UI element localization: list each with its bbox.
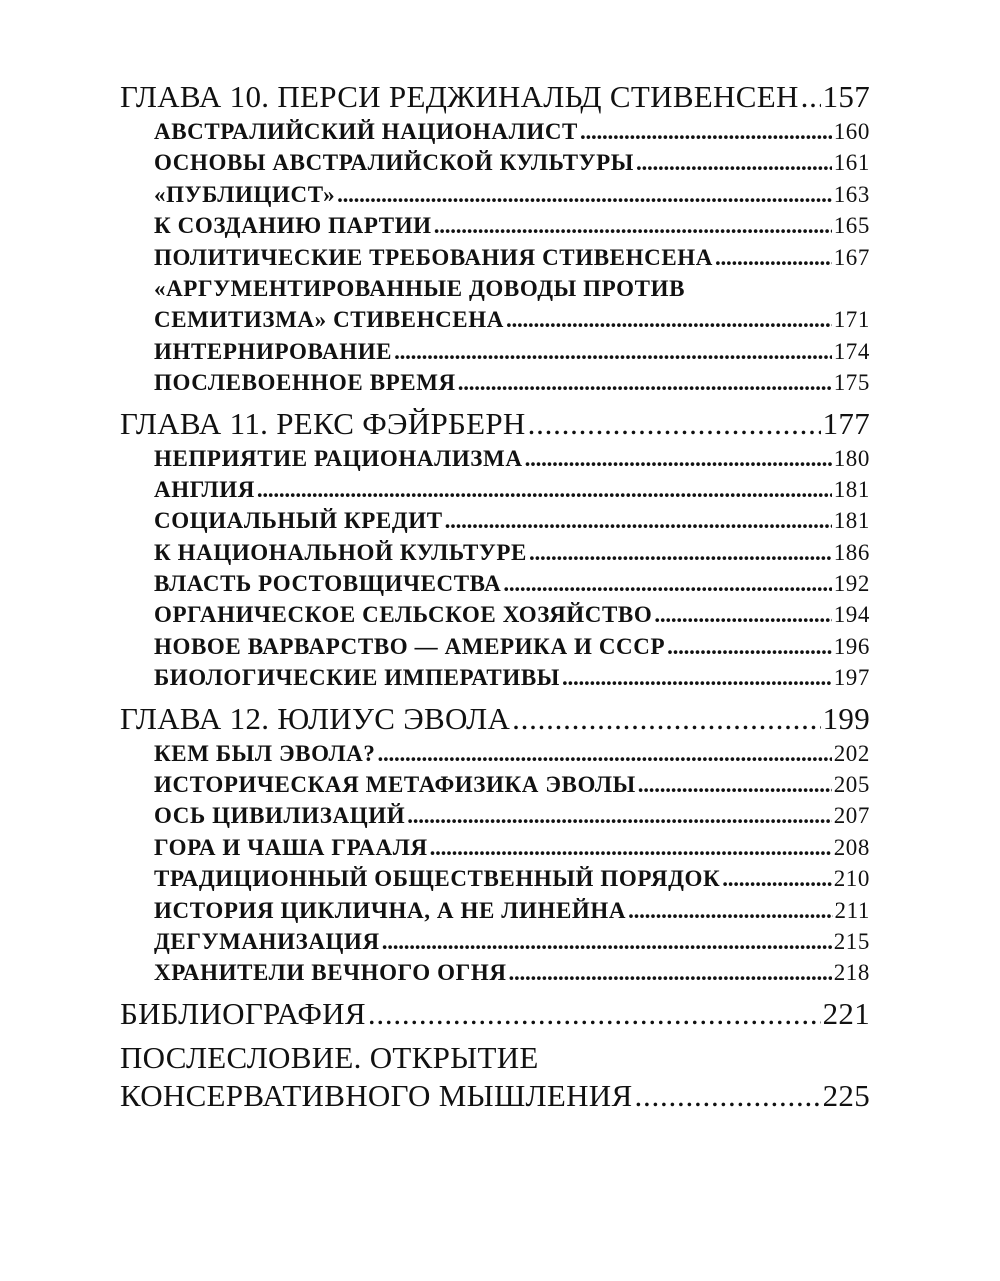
dot-leader — [368, 995, 821, 1033]
section-entry[interactable] — [120, 926, 870, 957]
page-number: 194 — [833, 602, 870, 628]
bibliography-title: БИБЛИОГРАФИЯ — [120, 995, 366, 1031]
page-number: 211 — [834, 897, 870, 923]
page-number: 199 — [822, 700, 870, 736]
page-number: 180 — [833, 445, 870, 471]
section-entry[interactable] — [120, 179, 870, 210]
dot-leader — [525, 443, 832, 474]
section-title: НЕПРИЯТИЕ РАЦИОНАЛИЗМА — [154, 445, 523, 471]
page-number: 161 — [833, 150, 870, 176]
section-title: БИОЛОГИЧЕСКИЕ ИМПЕРАТИВЫ — [154, 665, 560, 691]
chapter-group — [120, 700, 870, 989]
section-title: ХРАНИТЕЛИ ВЕЧНОГО ОГНЯ — [154, 960, 507, 986]
section-entry[interactable] — [120, 957, 870, 988]
section-entry[interactable] — [120, 895, 870, 926]
dot-leader — [378, 738, 832, 769]
section-entry[interactable] — [120, 304, 870, 335]
chapter-title: ГЛАВА 12. ЮЛИУС ЭВОЛА — [120, 700, 511, 736]
section-title: К СОЗДАНИЮ ПАРТИИ — [154, 213, 432, 239]
section-entry[interactable] — [120, 474, 870, 505]
section-title: ПОЛИТИЧЕСКИЕ ТРЕБОВАНИЯ СТИВЕНСЕНА — [154, 244, 713, 270]
dot-leader — [506, 304, 832, 335]
section-title: НОВОЕ ВАРВАРСТВО — АМЕРИКА И СССР — [154, 633, 666, 659]
dot-leader — [458, 367, 832, 398]
page-number: 221 — [822, 995, 870, 1031]
section-entry[interactable] — [120, 242, 870, 273]
dot-leader — [634, 1077, 820, 1115]
afterword-entry[interactable] — [120, 1077, 870, 1115]
bibliography-group — [120, 995, 870, 1033]
section-entry[interactable] — [120, 147, 870, 178]
section-entry[interactable] — [120, 210, 870, 241]
section-entry[interactable] — [120, 800, 870, 831]
section-entry[interactable] — [120, 336, 870, 367]
dot-leader — [407, 800, 831, 831]
section-entry[interactable] — [120, 505, 870, 536]
section-title: ИСТОРИЯ ЦИКЛИЧНА, А НЕ ЛИНЕЙНА — [154, 897, 627, 923]
chapter-heading[interactable] — [120, 700, 870, 738]
afterword-title-line1[interactable]: ПОСЛЕСЛОВИЕ. ОТКРЫТИЕ — [120, 1039, 539, 1075]
section-entry[interactable] — [120, 662, 870, 693]
section-title: ОСНОВЫ АВСТРАЛИЙСКОЙ КУЛЬТУРЫ — [154, 150, 634, 176]
dot-leader — [562, 662, 832, 693]
page-number: 218 — [833, 960, 870, 986]
dot-leader — [257, 474, 832, 505]
page-number: 202 — [833, 740, 870, 766]
dot-leader — [509, 957, 832, 988]
dot-leader — [715, 242, 832, 273]
section-entry[interactable] — [120, 863, 870, 894]
page-number: 157 — [822, 79, 870, 114]
dot-leader — [638, 769, 832, 800]
section-title: «ПУБЛИЦИСТ» — [154, 181, 336, 207]
page-number: 177 — [822, 405, 870, 441]
section-title: ДЕГУМАНИЗАЦИЯ — [154, 928, 380, 954]
chapter-title: ГЛАВА 10. ПЕРСИ РЕДЖИНАЛЬД СТИВЕНСЕН — [120, 79, 799, 114]
dot-leader — [394, 336, 832, 367]
page-number: 186 — [833, 539, 870, 565]
afterword-title: КОНСЕРВАТИВНОГО МЫШЛЕНИЯ — [120, 1077, 633, 1113]
page-number: 175 — [833, 370, 870, 396]
dot-leader — [628, 895, 832, 926]
table-of-contents — [120, 78, 870, 1115]
dot-leader — [445, 505, 832, 536]
page-number: 196 — [833, 633, 870, 659]
page-number: 215 — [833, 928, 870, 954]
dot-leader — [801, 78, 821, 116]
section-entry[interactable] — [120, 769, 870, 800]
page-number: 208 — [833, 834, 870, 860]
chapter-group — [120, 78, 870, 399]
section-title: ИСТОРИЧЕСКАЯ МЕТАФИЗИКА ЭВОЛЫ — [154, 772, 636, 798]
afterword-group — [120, 1039, 870, 1115]
dot-leader — [512, 700, 820, 738]
section-title: К НАЦИОНАЛЬНОЙ КУЛЬТУРЕ — [154, 539, 527, 565]
dot-leader — [636, 147, 832, 178]
section-title: СОЦИАЛЬНЫЙ КРЕДИТ — [154, 508, 443, 534]
dot-leader — [528, 405, 821, 443]
page-number: 205 — [833, 772, 870, 798]
page-number: 210 — [833, 866, 870, 892]
section-title: ТРАДИЦИОННЫЙ ОБЩЕСТВЕННЫЙ ПОРЯДОК — [154, 866, 721, 892]
chapter-title: ГЛАВА 11. РЕКС ФЭЙРБЕРН — [120, 405, 526, 441]
section-entry[interactable] — [120, 599, 870, 630]
section-title: ВЛАСТЬ РОСТОВЩИЧЕСТВА — [154, 571, 502, 597]
section-entry[interactable] — [120, 738, 870, 769]
dot-leader — [580, 116, 832, 147]
section-title: АВСТРАЛИЙСКИЙ НАЦИОНАЛИСТ — [154, 119, 579, 144]
dot-leader — [503, 568, 831, 599]
section-title-line1[interactable]: «АРГУМЕНТИРОВАННЫЕ ДОВОДЫ ПРОТИВ — [154, 275, 686, 301]
dot-leader — [667, 631, 832, 662]
section-title: ОСЬ ЦИВИЛИЗАЦИЙ — [154, 803, 406, 829]
page-number: 197 — [833, 665, 870, 691]
section-entry[interactable] — [120, 443, 870, 474]
section-title: ГОРА И ЧАША ГРААЛЯ — [154, 834, 428, 860]
page-number: 160 — [833, 119, 870, 144]
section-entry[interactable] — [120, 116, 870, 147]
dot-leader — [654, 599, 831, 630]
chapter-group — [120, 405, 870, 694]
section-title: ИНТЕРНИРОВАНИЕ — [154, 338, 393, 364]
page-number: 225 — [822, 1077, 870, 1113]
chapter-heading[interactable] — [120, 78, 870, 116]
bibliography-entry[interactable] — [120, 995, 870, 1033]
page-number: 165 — [833, 213, 870, 239]
section-title: СЕМИТИЗМА» СТИВЕНСЕНА — [154, 307, 504, 333]
dot-leader — [430, 832, 832, 863]
page-number: 181 — [833, 508, 870, 534]
page-number: 181 — [833, 476, 870, 502]
section-entry[interactable] — [120, 832, 870, 863]
dot-leader — [382, 926, 832, 957]
section-entry[interactable] — [120, 367, 870, 398]
section-title: АНГЛИЯ — [154, 476, 255, 502]
page-number: 167 — [833, 244, 870, 270]
dot-leader — [722, 863, 831, 894]
section-title: КЕМ БЫЛ ЭВОЛА? — [154, 740, 376, 766]
chapter-heading[interactable] — [120, 405, 870, 443]
dot-leader — [337, 179, 832, 210]
section-entry[interactable] — [120, 631, 870, 662]
section-title: ОРГАНИЧЕСКОЕ СЕЛЬСКОЕ ХОЗЯЙСТВО — [154, 602, 653, 628]
page-number: 163 — [833, 181, 870, 207]
section-entry[interactable] — [120, 537, 870, 568]
page-number: 207 — [833, 803, 870, 829]
dot-leader — [434, 210, 832, 241]
page-number: 171 — [833, 307, 870, 333]
page-number: 174 — [833, 338, 870, 364]
section-title: ПОСЛЕВОЕННОЕ ВРЕМЯ — [154, 370, 456, 396]
page-number: 192 — [833, 571, 870, 597]
dot-leader — [529, 537, 832, 568]
section-entry[interactable] — [120, 568, 870, 599]
